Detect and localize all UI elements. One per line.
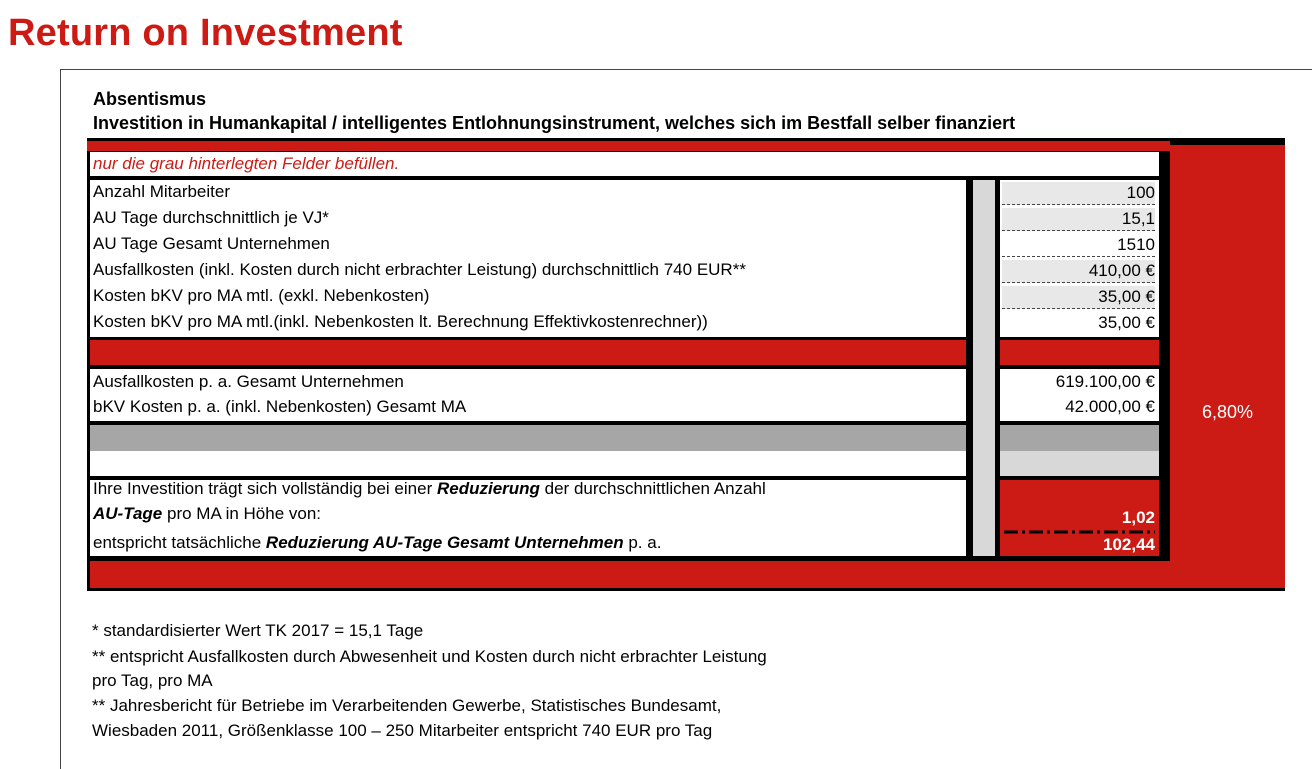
mid-red-band-left bbox=[90, 340, 966, 365]
instruction-text: nur die grau hinterlegten Felder befüllen. bbox=[93, 154, 400, 173]
footnote-3-cont: Wiesbaden 2011, Größenklasse 100 – 250 Mitarbeiter entspricht 740 EUR pro Tag bbox=[92, 721, 713, 740]
page-title: Return on Investment bbox=[8, 12, 403, 54]
field-ausfallkosten[interactable]: 410,00 € bbox=[1002, 260, 1155, 283]
row-label-kosten-exkl: Kosten bKV pro MA mtl. (exkl. Nebenkosten) bbox=[93, 286, 430, 305]
footnote-3: ** Jahresbericht für Betriebe im Verarbeitenden Gewerbe, Statistisches Bundesamt, bbox=[92, 696, 722, 715]
total-label-bkv-kosten: bKV Kosten p. a. (inkl. Nebenkosten) Gesamt MA bbox=[93, 397, 467, 416]
field-anzahl-mitarbeiter[interactable]: 100 bbox=[1002, 182, 1155, 205]
total-value-ausfallkosten: 619.100,00 € bbox=[1055, 372, 1155, 391]
row-label-kosten-inkl: Kosten bKV pro MA mtl.(inkl. Nebenkosten lt. Berechnung Effektivkostenrechner)) bbox=[93, 312, 708, 331]
section-subheading: Investition in Humankapital / intelligentes Entlohnungsinstrument, welches sich im Bestfall selber finanziert bbox=[93, 113, 1016, 133]
result-value-reduction-per-ma: 1,02 bbox=[1121, 508, 1155, 527]
spacer-row-left bbox=[90, 451, 966, 476]
value-au-tage-gesamt: 1510 bbox=[1002, 234, 1155, 257]
row-label-au-tage-vj: AU Tage durchschnittlich je VJ* bbox=[93, 208, 329, 227]
top-red-band bbox=[87, 141, 1170, 151]
ratio-value: 6,80% bbox=[1201, 402, 1254, 422]
gray-band-left bbox=[90, 425, 966, 451]
footnote-1: * standardisierter Wert TK 2017 = 15,1 Tage bbox=[92, 621, 424, 640]
result-line-3: entspricht tatsächliche Reduzierung AU-Tage Gesamt Unternehmen p. a. bbox=[93, 533, 662, 552]
footnote-2-cont: pro Tag, pro MA bbox=[92, 671, 213, 690]
total-label-ausfallkosten: Ausfallkosten p. a. Gesamt Unternehmen bbox=[93, 372, 404, 391]
result-line-2: AU-Tage pro MA in Höhe von: bbox=[93, 504, 322, 523]
gray-band-right bbox=[1000, 425, 1159, 451]
mid-red-band-right bbox=[1000, 340, 1159, 365]
value-kosten-inkl: 35,00 € bbox=[1098, 313, 1155, 332]
ratio-panel bbox=[1170, 145, 1285, 588]
separator-column bbox=[973, 180, 995, 556]
result-value-reduction-total: 102,44 bbox=[1103, 535, 1155, 554]
spacer-row-right bbox=[1000, 451, 1159, 476]
total-value-bkv-kosten: 42.000,00 € bbox=[1065, 397, 1155, 416]
row-label-au-tage-gesamt: AU Tage Gesamt Unternehmen bbox=[93, 234, 330, 253]
row-label-ausfallkosten: Ausfallkosten (inkl. Kosten durch nicht erbrachter Leistung) durchschnittlich 740 EUR** bbox=[93, 260, 746, 279]
field-au-tage-vj[interactable]: 15,1 bbox=[1002, 208, 1155, 231]
footnote-2: ** entspricht Ausfallkosten durch Abwesenheit und Kosten durch nicht erbrachter Leistung bbox=[92, 647, 767, 666]
row-label-mitarbeiter: Anzahl Mitarbeiter bbox=[93, 182, 231, 201]
field-kosten-exkl[interactable]: 35,00 € bbox=[1002, 286, 1155, 309]
section-heading: Absentismus bbox=[93, 89, 207, 109]
bottom-red-band bbox=[90, 561, 1170, 588]
result-line-1: Ihre Investition trägt sich vollständig bei einer Reduzierung der durchschnittlichen Anzahl bbox=[93, 479, 766, 498]
